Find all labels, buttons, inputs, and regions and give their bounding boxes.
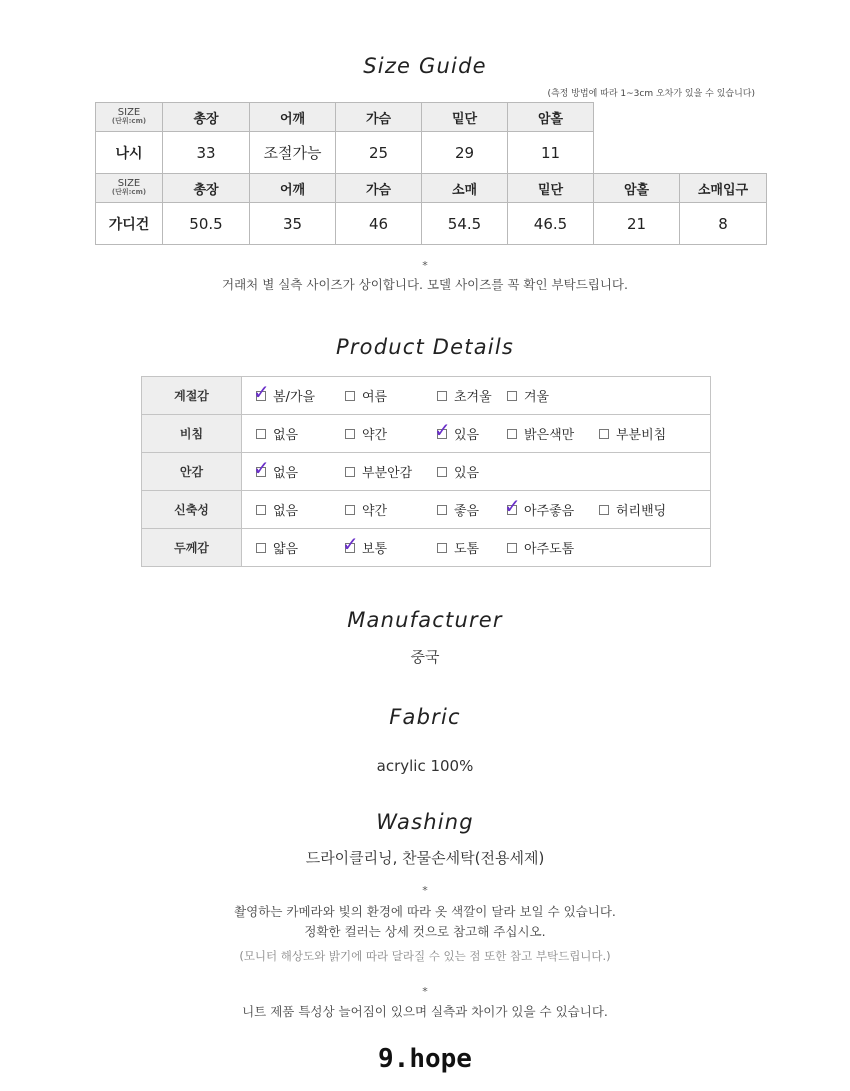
detail-option-label: 부분비침 xyxy=(616,428,667,443)
detail-option-label: 허리밴딩 xyxy=(616,504,667,519)
checkbox-icon xyxy=(437,391,447,401)
column-header: 암홀 xyxy=(594,174,680,203)
detail-row xyxy=(142,491,710,529)
detail-option xyxy=(437,529,479,566)
size-value: 21 xyxy=(594,203,680,245)
checkmark-icon: ✓ xyxy=(342,531,359,556)
size-value: 29 xyxy=(422,132,508,174)
checkbox-icon xyxy=(345,391,355,401)
checkbox-icon xyxy=(256,505,266,515)
product-details-title: Product Details xyxy=(335,335,515,359)
checkbox-icon xyxy=(342,531,359,556)
detail-option xyxy=(345,415,387,452)
unit-label: (단위:cm) xyxy=(111,117,147,125)
detail-row xyxy=(142,377,710,415)
detail-option xyxy=(253,377,316,414)
detail-option xyxy=(437,453,479,490)
column-header: 밑단 xyxy=(508,174,594,203)
color-note: 촬영하는 카메라와 빛의 환경에 따라 옷 색깔이 달라 보일 수 있습니다. xyxy=(234,904,616,919)
column-header: 암홀 xyxy=(508,103,594,132)
detail-option-label: 없음 xyxy=(273,428,299,443)
size-label: SIZE xyxy=(117,107,141,118)
detail-label: 비침 xyxy=(142,415,242,452)
detail-option xyxy=(342,529,388,566)
manufacturer-value: 중국 xyxy=(410,648,440,666)
product-details-table xyxy=(141,376,711,567)
detail-option xyxy=(507,415,574,452)
checkbox-icon xyxy=(504,493,521,518)
monitor-note: (모니터 해상도와 밝기에 따라 달라질 수 있는 점 또한 참고 부탁드립니다.) xyxy=(239,949,611,963)
detail-option xyxy=(507,529,574,566)
checkmark-icon: ✓ xyxy=(504,493,521,518)
detail-label: 계절감 xyxy=(142,377,242,414)
checkbox-icon xyxy=(434,417,451,442)
row-label: 나시 xyxy=(96,132,163,174)
detail-option xyxy=(599,415,666,452)
unit-label: (단위:cm) xyxy=(111,188,147,196)
checkbox-icon xyxy=(256,543,266,553)
size-value: 50.5 xyxy=(163,203,250,245)
size-value: 46.5 xyxy=(508,203,594,245)
checkbox-icon xyxy=(599,429,609,439)
note-star: * xyxy=(422,884,428,897)
knit-note: 니트 제품 특성상 늘어짐이 있으며 실측과 차이가 있을 수 있습니다. xyxy=(242,1004,608,1019)
size-value: 8 xyxy=(680,203,767,245)
row-label: 가디건 xyxy=(96,203,163,245)
size-footnote: 거래처 별 실측 사이즈가 상이합니다. 모델 사이즈를 꼭 확인 부탁드립니다. xyxy=(222,277,628,292)
nasi-size-table xyxy=(95,102,767,245)
detail-option xyxy=(504,491,575,528)
fabric-value: acrylic 100% xyxy=(376,757,474,775)
checkbox-icon xyxy=(437,543,447,553)
detail-option-label: 겨울 xyxy=(524,390,550,405)
detail-option-label: 있음 xyxy=(454,428,480,443)
checkmark-icon: ✓ xyxy=(253,455,270,480)
checkbox-icon xyxy=(437,505,447,515)
size-value: 35 xyxy=(250,203,336,245)
footnote-star: * xyxy=(422,259,428,272)
measurement-note: (측정 방법에 따라 1~3cm 오차가 있을 수 있습니다) xyxy=(547,89,755,99)
column-header: 소매 xyxy=(422,174,508,203)
detail-option-label: 약간 xyxy=(362,428,388,443)
column-header: 총장 xyxy=(163,174,250,203)
column-header: 소매입구 xyxy=(680,174,767,203)
detail-row xyxy=(142,529,710,566)
detail-option xyxy=(256,529,298,566)
size-value: 33 xyxy=(163,132,250,174)
detail-option-label: 있음 xyxy=(454,466,480,481)
color-reference-note: 정확한 컬러는 상세 컷으로 참고해 주십시오. xyxy=(304,924,546,939)
detail-option xyxy=(599,491,666,528)
detail-label: 안감 xyxy=(142,453,242,490)
checkbox-icon xyxy=(253,379,270,404)
size-value: 조절가능 xyxy=(250,132,336,174)
size-header-cell xyxy=(96,174,163,203)
detail-option-label: 도톰 xyxy=(454,542,480,557)
detail-option xyxy=(507,377,549,414)
detail-option-label: 얇음 xyxy=(273,542,299,557)
checkbox-icon xyxy=(507,391,517,401)
fabric-title: Fabric xyxy=(389,705,461,729)
detail-option xyxy=(434,415,480,452)
manufacturer-title: Manufacturer xyxy=(347,608,503,632)
column-header: 가슴 xyxy=(336,103,422,132)
checkmark-icon: ✓ xyxy=(434,417,451,442)
column-header: 가슴 xyxy=(336,174,422,203)
detail-option xyxy=(253,453,299,490)
detail-option-label: 약간 xyxy=(362,504,388,519)
brand-logo: 9.hope xyxy=(378,1044,472,1074)
column-header: 어깨 xyxy=(250,174,336,203)
column-header: 밑단 xyxy=(422,103,508,132)
checkbox-icon xyxy=(437,467,447,477)
column-header: 총장 xyxy=(163,103,250,132)
detail-option-label: 좋음 xyxy=(454,504,480,519)
checkbox-icon xyxy=(345,467,355,477)
size-value: 54.5 xyxy=(422,203,508,245)
detail-label: 두께감 xyxy=(142,529,242,566)
washing-title: Washing xyxy=(376,810,474,834)
detail-option-label: 보통 xyxy=(362,542,388,557)
detail-option xyxy=(256,491,298,528)
checkbox-icon xyxy=(507,543,517,553)
detail-option xyxy=(437,491,479,528)
detail-option xyxy=(437,377,492,414)
detail-option-label: 봄/가을 xyxy=(273,390,316,405)
detail-row xyxy=(142,415,710,453)
detail-option-label: 부분안감 xyxy=(362,466,413,481)
checkbox-icon xyxy=(345,429,355,439)
size-value: 46 xyxy=(336,203,422,245)
washing-value: 드라이클리닝, 찬물손세탁(전용세제) xyxy=(305,849,545,867)
checkbox-icon xyxy=(345,505,355,515)
detail-option-label: 여름 xyxy=(362,390,388,405)
size-guide-title: Size Guide xyxy=(363,54,487,78)
detail-option-label: 없음 xyxy=(273,504,299,519)
checkbox-icon xyxy=(256,429,266,439)
detail-label: 신축성 xyxy=(142,491,242,528)
detail-option-label: 아주도톰 xyxy=(524,542,575,557)
detail-option-label: 없음 xyxy=(273,466,299,481)
size-value: 25 xyxy=(336,132,422,174)
checkbox-icon xyxy=(253,455,270,480)
detail-option xyxy=(345,491,387,528)
checkbox-icon xyxy=(507,429,517,439)
detail-option xyxy=(256,415,298,452)
detail-option-label: 아주좋음 xyxy=(524,504,575,519)
size-label: SIZE xyxy=(117,178,141,189)
size-header-cell xyxy=(96,103,163,132)
size-value: 11 xyxy=(508,132,594,174)
checkbox-icon xyxy=(599,505,609,515)
detail-row xyxy=(142,453,710,491)
note-star: * xyxy=(422,985,428,998)
detail-option-label: 초겨울 xyxy=(454,390,492,405)
detail-option xyxy=(345,453,412,490)
detail-option xyxy=(345,377,387,414)
detail-option-label: 밝은색만 xyxy=(524,428,575,443)
checkmark-icon: ✓ xyxy=(253,379,270,404)
column-header: 어깨 xyxy=(250,103,336,132)
